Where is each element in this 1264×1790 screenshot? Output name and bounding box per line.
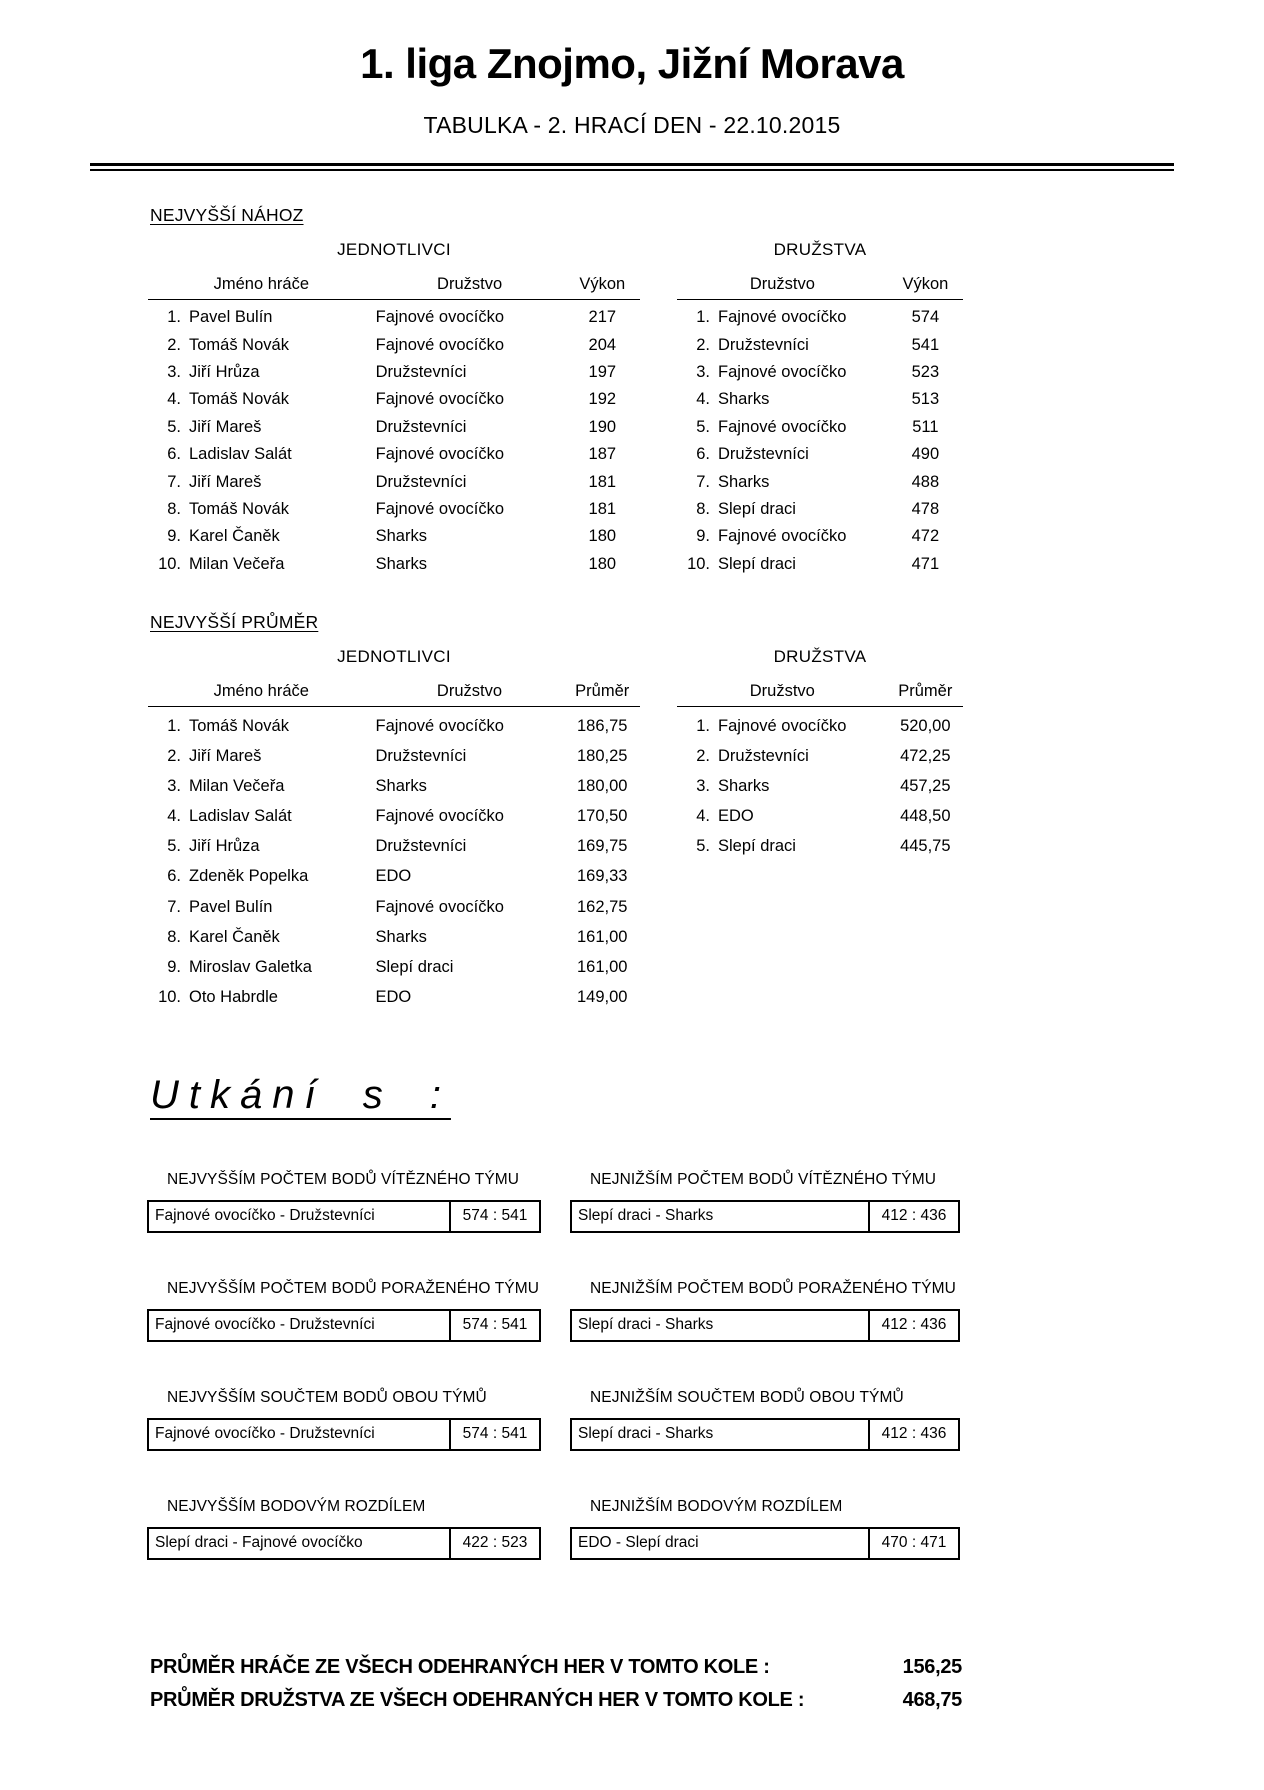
- table-row: [148, 983, 640, 1013]
- table-row: [148, 523, 640, 550]
- value-cell: 457,25: [900, 776, 951, 795]
- section-heading-highest-throw: NEJVYŠŠÍ NÁHOZ: [150, 205, 304, 225]
- player-name: Milan Večeřa: [189, 554, 285, 573]
- team-name: Fajnové ovocíčko: [375, 445, 505, 464]
- rank-number: 7.: [167, 472, 181, 491]
- rank-number: 5.: [696, 417, 710, 436]
- player-cell: [148, 801, 375, 831]
- match-stat-label: NEJNIŽŠÍM POČTEM BODŮ PORAŽENÉHO TÝMU: [590, 1279, 956, 1297]
- rank-number: 6.: [167, 867, 181, 886]
- match-stat-box: [147, 1200, 541, 1233]
- table-row: [148, 300, 640, 332]
- match-teams: EDO - Slepí draci: [572, 1529, 870, 1558]
- player-name: Tomáš Novák: [189, 390, 289, 409]
- table-row: [677, 496, 963, 523]
- rank-number: 1.: [696, 716, 710, 735]
- player-cell: [148, 706, 375, 741]
- column-header-player-name: Jméno hráče: [148, 682, 375, 707]
- rank-number: 2.: [696, 335, 710, 354]
- rank-number: 7.: [696, 472, 710, 491]
- rank-number: 5.: [696, 837, 710, 856]
- table-row: [677, 741, 963, 771]
- value-cell: 217: [588, 308, 617, 327]
- team-name: EDO: [375, 867, 412, 886]
- value-cell: 161,00: [576, 958, 628, 976]
- individuals-table-title: JEDNOTLIVCI: [337, 240, 451, 259]
- team-cell: [677, 331, 888, 358]
- team-name: Slepí draci: [375, 958, 454, 976]
- match-score: 470 : 471: [881, 1534, 947, 1552]
- match-stat-box: [570, 1527, 960, 1560]
- player-cell: [148, 468, 375, 495]
- rank-number: 7.: [167, 897, 181, 916]
- highest-average-tables: [148, 647, 1264, 1013]
- team-cell: [677, 496, 888, 523]
- team-name: Sharks: [375, 927, 427, 946]
- player-cell: [148, 922, 375, 952]
- match-stat-box: [147, 1418, 541, 1451]
- player-name: Pavel Bulín: [189, 308, 273, 327]
- table-row: [677, 300, 963, 332]
- player-name: Zdeněk Popelka: [189, 867, 309, 886]
- match-score: 422 : 523: [462, 1534, 528, 1552]
- section-highest-average: [0, 612, 1264, 1013]
- player-name: Ladislav Salát: [189, 445, 292, 464]
- match-teams: Slepí draci - Sharks: [572, 1202, 870, 1231]
- player-cell: [148, 832, 375, 862]
- player-name: Tomáš Novák: [189, 716, 289, 735]
- team-name: Družstevníci: [375, 837, 467, 856]
- table-row: [148, 496, 640, 523]
- page-subtitle: TABULKA - 2. HRACÍ DEN - 22.10.2015: [423, 112, 841, 138]
- player-name: Tomáš Novák: [189, 335, 289, 354]
- table-row: [677, 551, 963, 578]
- team-cell: [677, 832, 888, 862]
- table-row: [677, 468, 963, 495]
- match-score: 412 : 436: [881, 1316, 947, 1334]
- rank-number: 3.: [167, 362, 181, 381]
- match-stats-grid: [147, 1171, 1264, 1607]
- value-cell: 180: [588, 527, 617, 546]
- player-name: Karel Čaněk: [189, 527, 280, 546]
- table-row: [148, 414, 640, 441]
- table-row: [148, 741, 640, 771]
- column-header-average: Průměr: [564, 682, 640, 707]
- team-name: EDO: [718, 807, 754, 826]
- player-cell: [148, 862, 375, 892]
- value-cell: 488: [911, 472, 940, 491]
- rank-number: 9.: [696, 527, 710, 546]
- summary-row: [150, 1651, 962, 1684]
- player-name: Milan Večeřa: [189, 776, 285, 795]
- team-cell: [677, 551, 888, 578]
- match-stat-box: [570, 1309, 960, 1342]
- value-cell: 471: [911, 554, 940, 573]
- match-stat-label: NEJNIŽŠÍM SOUČTEM BODŮ OBOU TÝMŮ: [590, 1388, 904, 1406]
- column-header-average: Průměr: [888, 682, 963, 707]
- teams-table: [677, 682, 963, 862]
- teams-table: [677, 275, 963, 578]
- value-cell: 472: [911, 527, 940, 546]
- rank-number: 1.: [167, 716, 181, 735]
- team-name: Slepí draci: [718, 554, 796, 573]
- individuals-table: [148, 275, 640, 578]
- rank-number: 10.: [687, 554, 710, 573]
- table-row: [677, 771, 963, 801]
- section-highest-throw: [0, 205, 1264, 578]
- individuals-table-block: [148, 647, 640, 1013]
- header-divider: [90, 163, 1174, 171]
- match-stat-group: [570, 1389, 960, 1451]
- match-stat-label: NEJNIŽŠÍM POČTEM BODŮ VÍTĚZNÉHO TÝMU: [590, 1170, 937, 1188]
- value-cell: 187: [588, 445, 617, 464]
- page-title: 1. liga Znojmo, Jižní Morava: [360, 40, 904, 87]
- rank-number: 5.: [167, 837, 181, 856]
- matches-heading: Utkání s :: [150, 1072, 451, 1117]
- team-cell: [677, 801, 888, 831]
- team-name: Fajnové ovocíčko: [718, 308, 847, 327]
- player-name: Karel Čaněk: [189, 927, 280, 946]
- player-cell: [148, 952, 375, 982]
- team-name: Fajnové ovocíčko: [375, 716, 504, 735]
- value-cell: 169,75: [576, 837, 628, 856]
- table-row: [677, 414, 963, 441]
- team-name: Slepí draci: [718, 837, 796, 856]
- match-score: 412 : 436: [881, 1207, 947, 1225]
- team-name: Sharks: [718, 776, 770, 795]
- value-cell: 478: [911, 499, 940, 518]
- player-name: Pavel Bulín: [189, 897, 273, 916]
- rank-number: 6.: [167, 445, 181, 464]
- rank-number: 1.: [167, 308, 181, 327]
- table-row: [148, 706, 640, 741]
- column-header-performance: Výkon: [565, 275, 640, 300]
- team-name: Sharks: [375, 776, 427, 795]
- table-row: [148, 862, 640, 892]
- match-stat-group: [570, 1171, 960, 1233]
- value-cell: 523: [911, 362, 940, 381]
- table-row: [677, 331, 963, 358]
- table-row: [677, 706, 963, 741]
- rank-number: 9.: [167, 958, 181, 976]
- table-row: [677, 523, 963, 550]
- team-cell: [677, 414, 888, 441]
- team-name: Fajnové ovocíčko: [375, 807, 504, 826]
- rank-number: 8.: [167, 927, 181, 946]
- rank-number: 10.: [158, 554, 181, 573]
- player-cell: [148, 551, 375, 578]
- value-cell: 170,50: [576, 807, 628, 826]
- team-name: Družstevníci: [718, 746, 809, 765]
- match-stat-label: NEJNIŽŠÍM BODOVÝM ROZDÍLEM: [590, 1497, 843, 1515]
- rank-number: 5.: [167, 417, 181, 436]
- team-name: Fajnové ovocíčko: [718, 716, 847, 735]
- column-header-team: Družstvo: [677, 682, 888, 707]
- table-row: [677, 386, 963, 413]
- table-row: [148, 331, 640, 358]
- team-cell: [677, 359, 888, 386]
- column-header-performance: Výkon: [888, 275, 963, 300]
- teams-table-title: DRUŽSTVA: [773, 240, 867, 259]
- player-cell: [148, 771, 375, 801]
- value-cell: 574: [911, 308, 940, 327]
- player-cell: [148, 983, 375, 1013]
- rank-number: 3.: [696, 776, 710, 795]
- player-cell: [148, 523, 375, 550]
- value-cell: 180: [588, 554, 617, 573]
- team-name: Sharks: [375, 554, 427, 573]
- match-stat-label: NEJVYŠŠÍM POČTEM BODŮ PORAŽENÉHO TÝMU: [167, 1279, 540, 1297]
- team-cell: [677, 386, 888, 413]
- column-header-team: Družstvo: [375, 682, 565, 707]
- team-name: Fajnové ovocíčko: [375, 897, 504, 916]
- value-cell: 204: [588, 335, 617, 354]
- rank-number: 2.: [167, 746, 181, 765]
- individuals-table: [148, 682, 640, 1013]
- value-cell: 161,00: [576, 927, 628, 946]
- team-name: Fajnové ovocíčko: [718, 362, 847, 381]
- team-cell: [677, 771, 888, 801]
- match-stat-box: [147, 1309, 541, 1342]
- player-name: Jiří Mareš: [189, 472, 262, 491]
- team-name: Slepí draci: [718, 499, 796, 518]
- match-teams: Fajnové ovocíčko - Družstevníci: [149, 1420, 451, 1449]
- value-cell: 149,00: [576, 988, 628, 1007]
- teams-table-block: [677, 240, 963, 578]
- table-row: [148, 359, 640, 386]
- value-cell: 180,00: [576, 776, 628, 795]
- match-score: 574 : 541: [462, 1425, 528, 1443]
- team-name: Fajnové ovocíčko: [375, 499, 505, 518]
- match-teams: Fajnové ovocíčko - Družstevníci: [149, 1311, 451, 1340]
- team-name: Fajnové ovocíčko: [375, 390, 505, 409]
- match-stat-group: [147, 1280, 541, 1342]
- table-row: [148, 832, 640, 862]
- player-cell: [148, 386, 375, 413]
- rank-number: 2.: [167, 335, 181, 354]
- team-cell: [677, 441, 888, 468]
- team-name: Fajnové ovocíčko: [718, 527, 847, 546]
- teams-table-block: [677, 647, 963, 1013]
- player-cell: [148, 414, 375, 441]
- value-cell: 541: [911, 335, 940, 354]
- rank-number: 10.: [158, 988, 181, 1007]
- table-row: [677, 832, 963, 862]
- table-row: [148, 551, 640, 578]
- player-cell: [148, 892, 375, 922]
- match-score: 574 : 541: [462, 1207, 528, 1225]
- match-stat-box: [570, 1418, 960, 1451]
- table-row: [677, 359, 963, 386]
- individuals-table-block: [148, 240, 640, 578]
- column-header-player-name: Jméno hráče: [148, 275, 375, 300]
- team-cell: [677, 468, 888, 495]
- player-cell: [148, 331, 375, 358]
- team-cell: [677, 741, 888, 771]
- team-name: Sharks: [375, 527, 427, 546]
- player-name: Jiří Mareš: [189, 417, 262, 436]
- value-cell: 472,25: [900, 746, 951, 765]
- value-cell: 169,33: [576, 867, 628, 886]
- match-stat-box: [570, 1200, 960, 1233]
- match-stat-label: NEJVYŠŠÍM POČTEM BODŮ VÍTĚZNÉHO TÝMU: [167, 1170, 520, 1188]
- rank-number: 1.: [696, 308, 710, 327]
- table-row: [677, 801, 963, 831]
- rank-number: 3.: [696, 362, 710, 381]
- player-cell: [148, 741, 375, 771]
- value-cell: 162,75: [576, 897, 628, 916]
- rank-number: 6.: [696, 445, 710, 464]
- player-cell: [148, 441, 375, 468]
- rank-number: 3.: [167, 776, 181, 795]
- match-stat-group: [147, 1389, 541, 1451]
- team-name: Družstevníci: [375, 417, 467, 436]
- player-name: Tomáš Novák: [189, 499, 289, 518]
- match-stat-box: [147, 1527, 541, 1560]
- column-header-team: Družstvo: [677, 275, 888, 300]
- match-teams: Slepí draci - Sharks: [572, 1420, 870, 1449]
- rank-number: 4.: [696, 390, 710, 409]
- match-score: 412 : 436: [881, 1425, 947, 1443]
- value-cell: 520,00: [900, 716, 951, 735]
- match-stat-group: [147, 1171, 541, 1233]
- value-cell: 181: [588, 499, 617, 518]
- match-stat-label: NEJVYŠŠÍM SOUČTEM BODŮ OBOU TÝMŮ: [167, 1388, 487, 1406]
- value-cell: 448,50: [900, 807, 951, 826]
- player-name: Oto Habrdle: [189, 988, 278, 1007]
- teams-table-title: DRUŽSTVA: [773, 646, 867, 666]
- player-name: Ladislav Salát: [189, 807, 292, 826]
- team-name: Družstevníci: [375, 746, 467, 765]
- player-cell: [148, 359, 375, 386]
- rank-number: 4.: [167, 807, 181, 826]
- summary-label: PRŮMĚR DRUŽSTVA ZE VŠECH ODEHRANÝCH HER V TOMTO KOLE :: [150, 1688, 805, 1711]
- value-cell: 192: [588, 390, 617, 409]
- match-stat-label: NEJVYŠŠÍM BODOVÝM ROZDÍLEM: [167, 1497, 426, 1515]
- team-name: Družstevníci: [718, 445, 809, 464]
- rank-number: 9.: [167, 527, 181, 546]
- summary-label: PRŮMĚR HRÁČE ZE VŠECH ODEHRANÝCH HER V TOMTO KOLE :: [150, 1655, 770, 1678]
- team-name: Družstevníci: [375, 362, 467, 381]
- individuals-table-title: JEDNOTLIVCI: [337, 646, 451, 666]
- value-cell: 197: [588, 362, 617, 381]
- summary-value: 156,25: [902, 1655, 962, 1678]
- value-cell: 513: [911, 390, 940, 409]
- team-cell: [677, 300, 888, 332]
- match-score: 574 : 541: [462, 1316, 528, 1334]
- table-row: [148, 922, 640, 952]
- player-cell: [148, 496, 375, 523]
- section-matches: [0, 1071, 1264, 1607]
- match-stat-group: [570, 1498, 960, 1560]
- table-row: [148, 952, 640, 982]
- player-name: Jiří Hrůza: [189, 837, 260, 856]
- table-row: [148, 441, 640, 468]
- value-cell: 490: [911, 445, 940, 464]
- value-cell: 511: [912, 417, 939, 436]
- match-stat-group: [570, 1280, 960, 1342]
- table-row: [677, 441, 963, 468]
- summary-value: 468,75: [902, 1688, 962, 1711]
- team-name: EDO: [375, 988, 412, 1007]
- rank-number: 4.: [167, 390, 181, 409]
- player-name: Miroslav Galetka: [189, 958, 312, 976]
- match-stat-group: [147, 1498, 541, 1560]
- team-name: Sharks: [718, 390, 770, 409]
- team-name: Družstevníci: [718, 335, 809, 354]
- highest-throw-tables: [148, 240, 1264, 578]
- team-name: Sharks: [718, 472, 770, 491]
- player-cell: [148, 300, 375, 332]
- table-row: [148, 386, 640, 413]
- match-teams: Slepí draci - Sharks: [572, 1311, 870, 1340]
- round-summary: [150, 1651, 962, 1717]
- summary-row: [150, 1684, 962, 1717]
- match-teams: Fajnové ovocíčko - Družstevníci: [149, 1202, 451, 1231]
- value-cell: 180,25: [576, 746, 628, 765]
- value-cell: 445,75: [900, 837, 951, 856]
- table-row: [148, 771, 640, 801]
- rank-number: 4.: [696, 807, 710, 826]
- team-name: Fajnové ovocíčko: [718, 417, 847, 436]
- team-name: Fajnové ovocíčko: [375, 335, 505, 354]
- team-cell: [677, 523, 888, 550]
- team-cell: [677, 706, 888, 741]
- team-name: Fajnové ovocíčko: [375, 308, 505, 327]
- table-row: [148, 801, 640, 831]
- column-header-team: Družstvo: [375, 275, 565, 300]
- rank-number: 2.: [696, 746, 710, 765]
- table-row: [148, 892, 640, 922]
- rank-number: 8.: [167, 499, 181, 518]
- team-name: Družstevníci: [375, 472, 467, 491]
- value-cell: 186,75: [576, 716, 628, 735]
- value-cell: 190: [588, 417, 617, 436]
- player-name: Jiří Mareš: [189, 746, 262, 765]
- player-name: Jiří Hrůza: [189, 362, 260, 381]
- match-teams: Slepí draci - Fajnové ovocíčko: [149, 1529, 451, 1558]
- section-heading-highest-average: NEJVYŠŠÍ PRŮMĚR: [150, 611, 319, 632]
- value-cell: 181: [588, 472, 617, 491]
- rank-number: 8.: [696, 499, 710, 518]
- table-row: [148, 468, 640, 495]
